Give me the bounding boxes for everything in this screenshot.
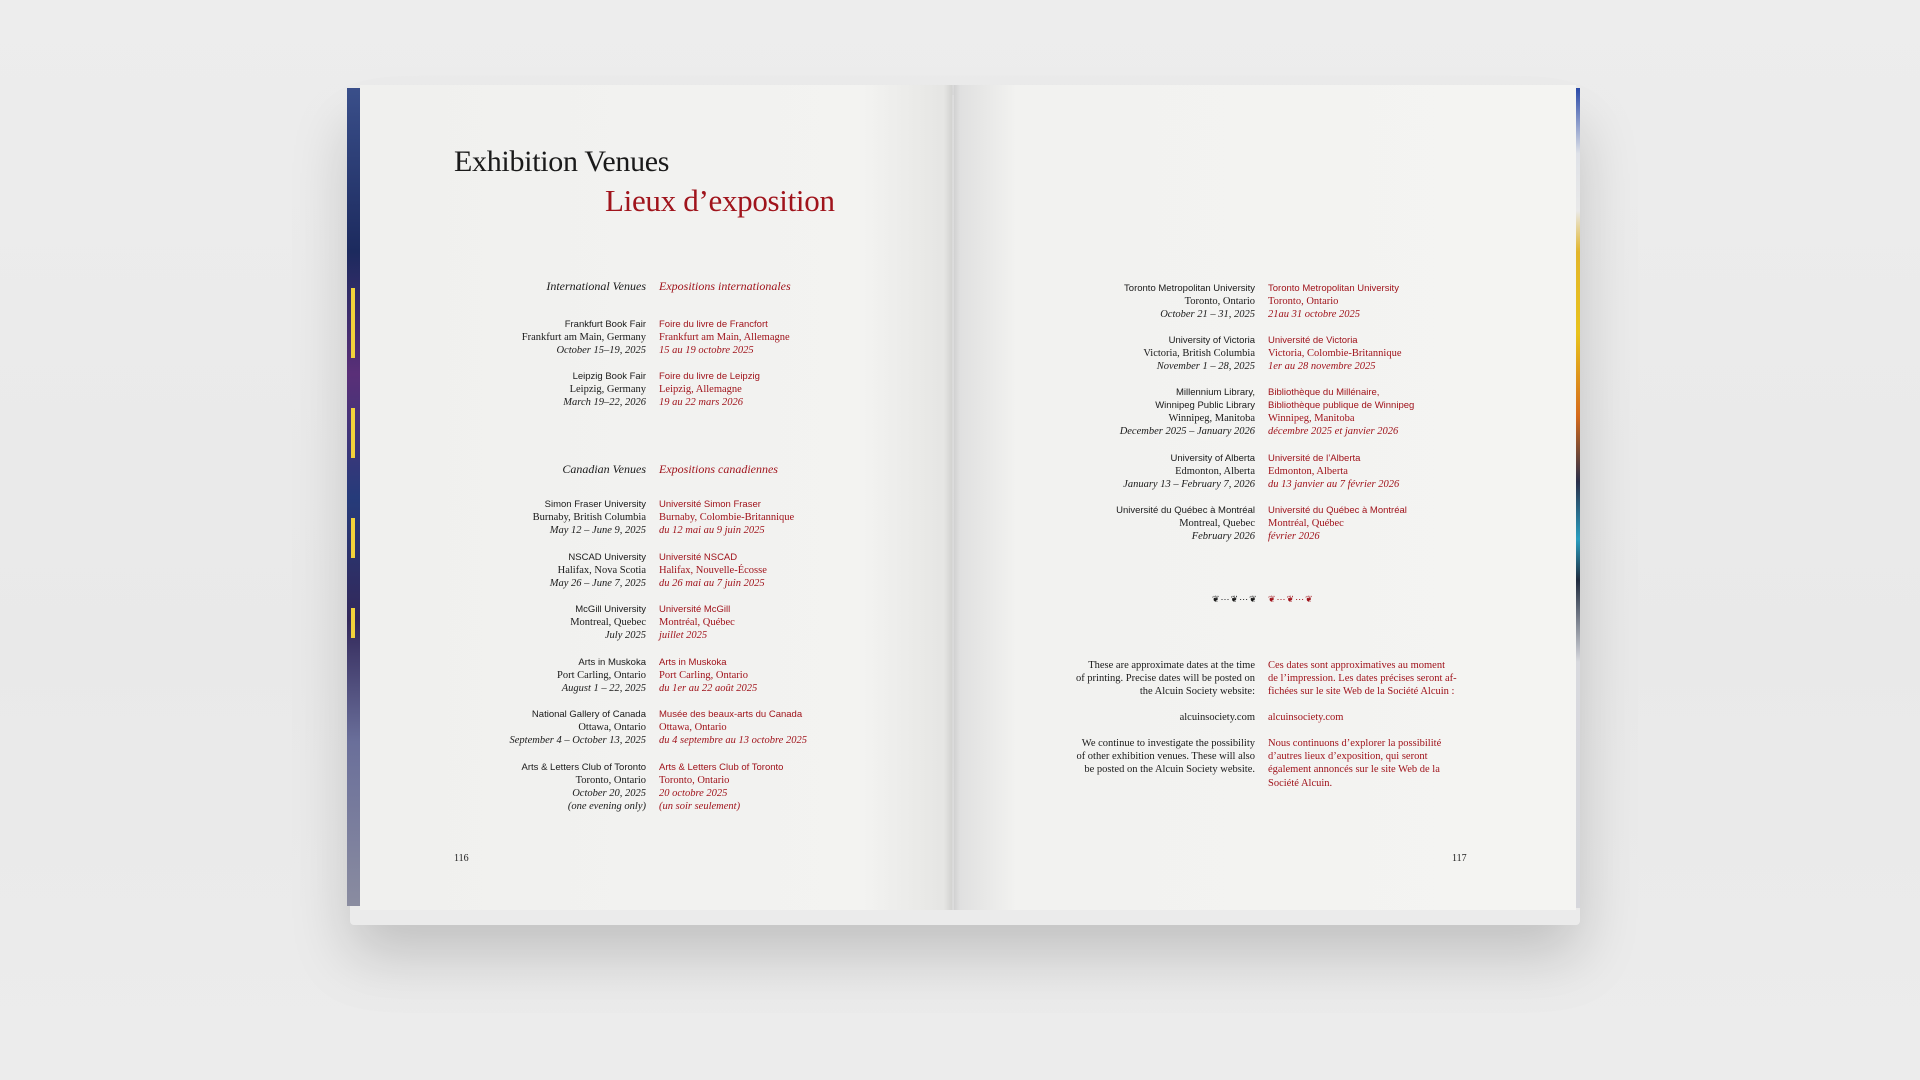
venue-date: July 2025: [604, 630, 646, 641]
venue-name: Frankfurt Book Fair: [564, 319, 646, 330]
venue-name: Millennium Library,: [1175, 387, 1255, 399]
venue-entry: [1268, 282, 1498, 321]
note-line: the Alcuin Society website:: [1139, 686, 1255, 698]
note-line: We continue to investigate the possibility: [1081, 738, 1255, 749]
venue-entry: [1060, 452, 1255, 491]
left-fr-column: [659, 280, 889, 826]
note-line: de l’impression. Les dates précises seront af-: [1268, 673, 1457, 685]
note-line: également annoncés sur le site Web de la: [1268, 764, 1440, 776]
venue-date: 1er au 28 novembre 2025: [1268, 361, 1376, 373]
venue-name: Musée des beaux-arts du Canada: [659, 709, 803, 720]
venue-entry: [659, 708, 889, 747]
venue-name: NSCAD University: [568, 551, 646, 563]
venue-name: Université de Victoria: [1268, 335, 1358, 347]
venue-name: National Gallery of Canada: [531, 709, 646, 720]
venue-date: March 19–22, 2026: [563, 397, 646, 408]
venue-date: juillet 2025: [659, 630, 708, 641]
venue-place: Edmonton, Alberta: [1268, 465, 1348, 477]
page-subtitle: Lieux d’exposition: [605, 183, 835, 218]
venue-name: Simon Fraser University: [544, 499, 646, 510]
note-more-venues-fr: [1268, 737, 1498, 790]
venue-name: Université du Québec à Montréal: [1116, 504, 1255, 516]
ornament-en: ❦⋯❦⋯❦: [1212, 594, 1258, 604]
venue-name: Université de l’Alberta: [1268, 452, 1361, 464]
venue-entry: [1060, 282, 1255, 321]
section-heading-canadian: Expositions canadiennes: [659, 462, 778, 476]
right-fr-column: [1268, 282, 1498, 556]
venue-date: du 4 septembre au 13 octobre 2025: [659, 735, 807, 746]
note-more-venues-en: [1040, 737, 1255, 777]
venue-entry: [1268, 334, 1498, 373]
venue-date: 19 au 22 mars 2026: [659, 397, 744, 408]
venue-place: Burnaby, Colombie-Britannique: [659, 512, 795, 523]
venue-place: Montreal, Quebec: [1179, 517, 1255, 529]
venue-entry: [1060, 504, 1255, 543]
venue-name: Université NSCAD: [659, 551, 738, 563]
venue-entry: [659, 318, 889, 357]
section-heading-canadian: Canadian Venues: [562, 462, 646, 476]
venue-name: University of Alberta: [1170, 452, 1255, 464]
venue-name: Université du Québec à Montréal: [1268, 504, 1407, 516]
url-en[interactable]: alcuinsociety.com: [1179, 712, 1255, 723]
note-line: fichées sur le site Web de la Société Alcuin :: [1268, 686, 1455, 698]
venue-place: Leipzig, Germany: [569, 384, 646, 395]
note-approx-dates-fr: [1268, 659, 1498, 699]
venue-entry: [659, 761, 889, 813]
venue-place: Leipzig, Allemagne: [659, 384, 742, 395]
venue-place: Ottawa, Ontario: [659, 722, 727, 733]
venue-name: Bibliothèque du Millénaire,: [1268, 387, 1380, 399]
venue-note: (one evening only): [567, 800, 646, 812]
venue-entry: [460, 370, 646, 409]
folio-left: 116: [454, 853, 469, 864]
venue-name: Université Simon Fraser: [659, 499, 761, 510]
venue-name: McGill University: [575, 604, 646, 615]
venue-entry: [659, 656, 889, 695]
venue-place: Victoria, Colombie-Britannique: [1268, 348, 1402, 360]
venue-place: Montréal, Québec: [659, 617, 735, 628]
venue-place: Frankfurt am Main, Germany: [521, 332, 646, 343]
venue-entry: [460, 656, 646, 695]
venue-date: November 1 – 28, 2025: [1156, 361, 1255, 373]
venue-entry: [1268, 504, 1498, 543]
venue-place: Montréal, Québec: [1268, 517, 1344, 529]
venue-name: Toronto Metropolitan University: [1268, 283, 1399, 294]
venue-entry: [659, 603, 889, 642]
ornament-fr: ❦⋯❦⋯❦: [1268, 594, 1314, 604]
venue-entry: [460, 551, 646, 590]
venue-date: October 15–19, 2025: [556, 345, 646, 356]
venue-place: Toronto, Ontario: [1268, 296, 1339, 307]
venue-entry: [460, 761, 646, 813]
venue-entry: [460, 603, 646, 642]
venue-date: du 12 mai au 9 juin 2025: [659, 525, 765, 536]
venue-date: du 26 mai au 7 juin 2025: [659, 577, 765, 589]
note-line: d’autres lieux d’exposition, qui seront: [1268, 751, 1428, 763]
venue-place: Victoria, British Columbia: [1143, 348, 1255, 360]
venue-name: Arts in Muskoka: [578, 656, 646, 668]
venue-date: October 20, 2025: [572, 787, 646, 799]
note-line: These are approximate dates at the time: [1088, 660, 1255, 671]
venue-name: Foire du livre de Francfort: [659, 319, 768, 330]
venue-name: Leipzig Book Fair: [572, 371, 646, 382]
venue-entry: [659, 551, 889, 590]
venue-place: Frankfurt am Main, Allemagne: [659, 332, 790, 343]
venue-place: Winnipeg, Manitoba: [1168, 413, 1255, 425]
venue-date: October 21 – 31, 2025: [1160, 309, 1255, 320]
venue-entry: [460, 498, 646, 537]
venue-entry: [1060, 334, 1255, 373]
cover-edge-left: [347, 88, 361, 906]
venue-note: (un soir seulement): [659, 800, 741, 812]
venue-entry: [460, 318, 646, 357]
venue-date: August 1 – 22, 2025: [561, 682, 646, 694]
section-heading-international: Expositions internationales: [659, 279, 791, 293]
note-line: of other exhibition venues. These will also: [1076, 751, 1255, 763]
venue-place: Toronto, Ontario: [1184, 296, 1255, 307]
venue-place: Winnipeg, Manitoba: [1268, 413, 1355, 425]
venue-place: Toronto, Ontario: [575, 774, 646, 786]
venue-date: février 2026: [1268, 530, 1320, 542]
note-line: Société Alcuin.: [1268, 777, 1333, 789]
venue-entry: [659, 498, 889, 537]
venue-date: February 2026: [1191, 530, 1255, 542]
venue-place: Halifax, Nouvelle-Écosse: [659, 564, 767, 576]
venue-entry: [1268, 386, 1498, 438]
venue-entry: [1268, 452, 1498, 491]
folio-right: 117: [1452, 853, 1467, 864]
venue-place: Port Carling, Ontario: [659, 669, 748, 681]
left-en-column: [460, 280, 646, 826]
venue-place: Edmonton, Alberta: [1175, 465, 1255, 477]
note-line: Ces dates sont approximatives au moment: [1268, 660, 1446, 671]
venue-name: Toronto Metropolitan University: [1124, 283, 1255, 294]
venue-date: September 4 – October 13, 2025: [509, 735, 646, 746]
venue-name: Arts & Letters Club of Toronto: [659, 761, 784, 773]
venue-name: Winnipeg Public Library: [1155, 400, 1255, 412]
gutter: [944, 85, 960, 910]
venue-date: May 12 – June 9, 2025: [549, 525, 646, 536]
venue-date: du 13 janvier au 7 février 2026: [1268, 478, 1400, 490]
note-approx-dates-en: [1040, 659, 1255, 699]
venue-date: 21au 31 octobre 2025: [1268, 309, 1361, 320]
venue-place: Burnaby, British Columbia: [532, 512, 646, 523]
venue-place: Port Carling, Ontario: [557, 669, 646, 681]
venue-name: Foire du livre de Leipzig: [659, 371, 760, 382]
right-en-column: [1060, 282, 1255, 556]
note-line: of printing. Precise dates will be posted on: [1075, 673, 1255, 685]
page-title: Exhibition Venues: [454, 145, 670, 178]
venue-place: Toronto, Ontario: [659, 774, 730, 786]
note-line: Nous continuons d’explorer la possibilité: [1268, 738, 1442, 749]
venue-place: Montreal, Quebec: [570, 617, 646, 628]
venue-place: Halifax, Nova Scotia: [557, 564, 646, 576]
venue-place: Ottawa, Ontario: [578, 722, 646, 733]
venue-name: University of Victoria: [1168, 335, 1255, 347]
venue-date: December 2025 – January 2026: [1119, 426, 1255, 438]
venue-date: May 26 – June 7, 2025: [549, 577, 646, 589]
venue-date: 15 au 19 octobre 2025: [659, 345, 754, 356]
venue-name: Université McGill: [659, 604, 731, 615]
venue-name: Bibliothèque publique de Winnipeg: [1268, 400, 1415, 412]
note-line: be posted on the Alcuin Society website.: [1084, 764, 1255, 776]
section-heading-international: International Venues: [546, 279, 646, 293]
venue-date: January 13 – February 7, 2026: [1123, 478, 1255, 490]
url-fr[interactable]: alcuinsociety.com: [1268, 712, 1344, 723]
venue-entry: [1060, 386, 1255, 438]
venue-entry: [659, 370, 889, 409]
venue-date: du 1er au 22 août 2025: [659, 682, 758, 694]
venue-entry: [460, 708, 646, 747]
venue-name: Arts & Letters Club of Toronto: [521, 761, 646, 773]
venue-date: 20 octobre 2025: [659, 787, 728, 799]
venue-date: décembre 2025 et janvier 2026: [1268, 426, 1399, 438]
venue-name: Arts in Muskoka: [659, 656, 727, 668]
